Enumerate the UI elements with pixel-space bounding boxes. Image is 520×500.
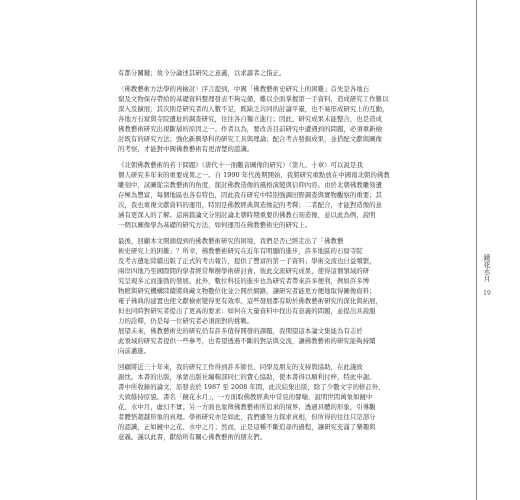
text-line: 最後，回顧本文開頭提到的佛教藝術研究的困境，我們是否已經走出了「佛教藝 [118,237,344,245]
text-line: 佛教藝術研究出現斷層的原因之一。作者以為，要改善目前研究中遭遇到的問題，必須重新檢 [118,125,383,133]
text-line: 者體悟超越形象的真理。學術研究亦是如此，我們雖努力探求真相，但所得的往往只是部分 [118,413,376,421]
text-line: 意義。謹以此書，獻給所有關心佛教藝術的朋友們。 [118,433,267,441]
text-line: 的認識，正如鏡中之花、水中之月；然而，正是這種不斷追尋的過程，讓研究充滿了樂趣與 [118,423,376,431]
paragraph [118,84,448,154]
paragraph [118,362,448,442]
text-line: 書中所收錄的論文，原發表於 1987 至 2008 年間，此次結集出版，除了少數文字的修訂外， [118,383,385,391]
text-line: 物館與研究機構陸續將典藏文物數位化並公開於網路，讓研究者能更方便地取得圖像資料； [118,287,376,295]
text-line: 討既有的研究方法；強化新興學科的研究工具與理論；配合考古發掘成果，並搭配文獻與圖像 [118,135,383,143]
text-line: 究呈現多元而蓬勃的發展。此外，數位科技的進步也為研究者帶來許多便利，例如許多博 [118,277,370,285]
text-line: 花、水中月，虛幻不實；另一方面也象徵佛教藝術所追求的境界，透過具體的形象，引導觀 [118,403,376,411]
text-line: 個人研究多年來的重要成果之一。自 1990 年代後期開始，我將研究重點放在中國南北朝的佛教 [118,171,390,179]
text-line: 次，我也重視文獻資料的運用，特別是佛教經典與造像記的考釋；二者配合，才能對造像的意 [118,201,383,209]
text-line: 的考察，才能對中國佛教藝術有更清楚的認識。 [118,145,254,153]
text-line: 謝忱。本書的出版，承蒙出版社編輯部同仁的費心協助，使本書得以順利付梓，特此申謝。 [118,373,376,381]
text-line: 展望未來，佛教藝術史的研究仍有許多值得開發的課題，我期望這本論文集能為有志於 [118,327,363,335]
text-line: 窟及文物保存帶給的基礎資料整理發表不夠完備，難以全面掌握第一手資料，造成研究工作難以 [118,95,389,103]
text-line: 及考古遺址陸續出版了正式的考古報告，提供了豐富的第一手資料；學術交流也日益頻繁， [118,257,376,265]
text-line: 力的詮釋，仍是每一位研究者必須面對的挑戰。 [118,317,254,325]
page-number: 19 [483,290,491,297]
text-line: 兩岸四地乃至國際間的學者經常舉辦學術研討會，彼此交流研究成果，使得這個領域的研 [118,267,370,275]
paragraph [118,160,448,230]
text-line: 深入及擴展；其次則是研究者的人數不足，既缺乏共同的討論平臺，也不易形成研究上的互動， [118,105,389,113]
text-line: 大致維持原貌。書名「鏡花水月」，一方面取佛教經典中常見的譬喻，說明世間萬象如鏡中 [118,393,373,401]
text-line: 但也同時對研究者提出了更高的要求：如何在大量資料中找出有意義的問題，並提出具說服 [118,307,376,315]
paragraph [118,68,448,78]
text-line: 術史研究上的困難」？所幸，佛教藝術研究在近年有明顯的進步，許多地區的石窟寺院 [118,247,363,255]
text-line: 一個以圖像學為基礎的研究方法，如何運用在佛教藝術史的研究上。 [118,221,312,229]
paragraph [118,236,448,356]
text-line: 電子佛典的建置也使文獻檢索變得更有效率。這些發展都有助於佛教藝術研究的深化與拓展， [118,297,383,305]
text-line: 向前邁進。 [118,347,151,355]
running-title: 鏡花水月 [483,254,491,282]
text-line: 〈佛教藝術方法學的再檢討〉序言提到，中國「佛教藝術史研究上的困難」首先是各地石 [118,85,370,93]
text-line: 雕刻中，試圖從宗教藝術的角度，探討佛教造像的風格演變與信仰內容。由於北朝佛教雕刻遺 [118,181,383,189]
text-line: 《北朝佛教藝術的若干問題》（唐代十一面觀音圖像的研究）（第九、十章）可以說是我 [118,161,363,169]
text-line: 存極為豐富，每個地區也各有特色，因此我在研究中特別強調田野調查與實物觀察的重要；其 [118,191,383,199]
text-line: 此領域的研究者提供一些參考，也希望透過不斷的對話與交流，讓佛教藝術的研究能夠持續 [118,337,376,345]
text-line: 涵有更深入的了解。這兩篇論文分別討論北朝時期重要的佛教石刻造像，並以此為例，說明 [118,211,376,219]
margin-rule [476,0,477,500]
text-line: 各地方石窟與寺院遺址的調查研究，往往各自獨立進行；因此，研究成果未能整合，也是造成 [118,115,383,123]
text-line: 有都分關鍵；故今分論述其研究之意義，以求讀者之指正。 [118,69,286,77]
body-text [118,68,448,448]
text-line: 回顧將近三十年來，我的研究工作得到許多師長、同學及朋友的支持與協助，在此謹致 [118,363,363,371]
